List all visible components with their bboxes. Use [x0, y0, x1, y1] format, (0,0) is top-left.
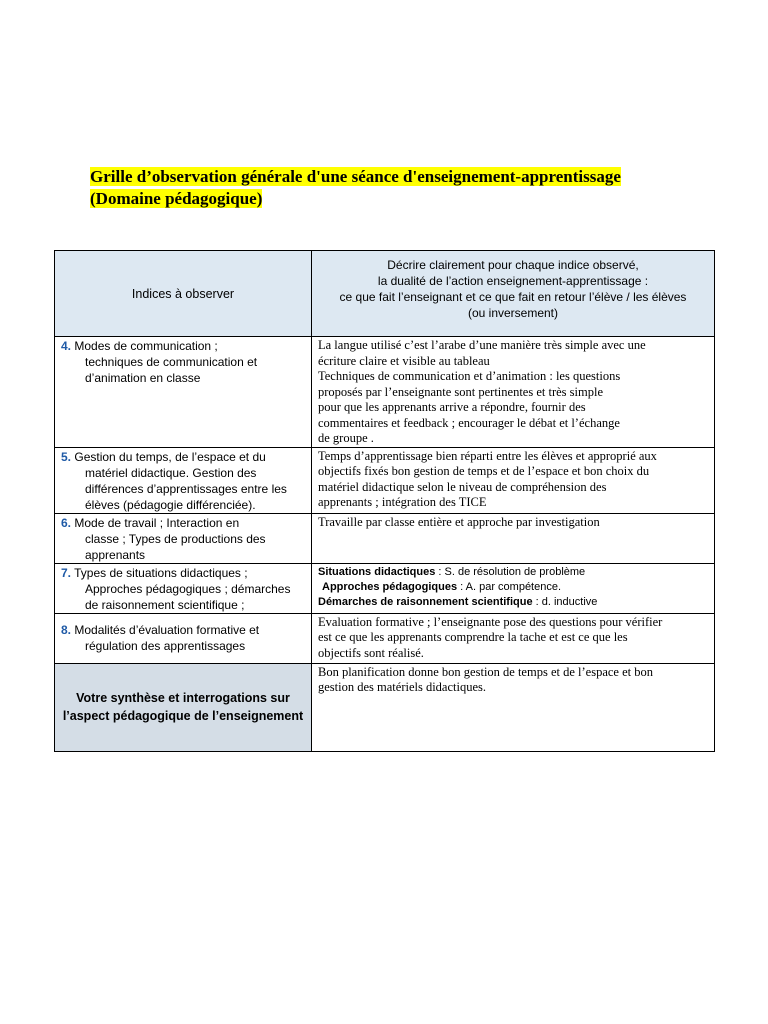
- title-line-1: Grille d’observation générale d'une séance d'enseignement-apprentissage: [90, 167, 621, 186]
- row-observation: [312, 337, 715, 448]
- observation-line: est ce que les apprenants comprendre la tache et est ce que les: [318, 630, 628, 644]
- row-observation: [312, 563, 715, 613]
- row-indicator-text: Mode de travail ; Interaction en: [74, 515, 240, 530]
- synthesis-label: Votre synthèse et interrogations sur l’aspect pédagogique de l’enseignement: [55, 663, 312, 751]
- observation-line: Evaluation formative ; l’enseignante pose des questions pour vérifier: [318, 614, 663, 629]
- row-observation: [312, 513, 715, 563]
- observation-line: pour que les apprenants arrive a répondre, fournir des: [318, 400, 586, 414]
- observation-line: apprenants ; intégration des TICE: [318, 495, 487, 509]
- observation-value: : d. inductive: [532, 595, 598, 608]
- header-description-line: Décrire clairement pour chaque indice observé,: [387, 258, 639, 272]
- table-row: [55, 563, 715, 613]
- synthesis-line: Bon planification donne bon gestion de temps et de l’espace et bon: [318, 664, 653, 679]
- header-description: [312, 251, 715, 337]
- observation-label: Situations didactiques: [318, 565, 436, 578]
- observation-line: écriture claire et visible au tableau: [318, 353, 490, 368]
- row-observation: [312, 447, 715, 513]
- observation-line: objectifs sont réalisé.: [318, 645, 424, 660]
- row-indicator: [55, 613, 312, 663]
- observation-line: matériel didactique selon le niveau de compréhension des: [318, 479, 607, 494]
- observation-value: : S. de résolution de problème: [435, 565, 586, 578]
- row-indicator-text: techniques de communication et d’animation en classe: [85, 355, 258, 385]
- observation-line: La langue utilisé c’est l’arabe d’une manière très simple avec une: [318, 338, 646, 352]
- row-indicator-text: matériel didactique. Gestion des différences d’apprentissages entre les élèves (pédagogie différenciée).: [85, 465, 287, 512]
- header-indices: Indices à observer: [55, 251, 312, 337]
- row-indicator-text: Modalités d’évaluation formative et: [74, 622, 260, 637]
- observation-line: objectifs fixés bon gestion de temps et de l’espace et bon choix du: [318, 464, 650, 478]
- row-indicator: [55, 447, 312, 513]
- synthesis-content: [312, 663, 715, 751]
- observation-line: Travaille par classe entière et approche par investigation: [318, 514, 600, 529]
- observation-line: Techniques de communication et d’animation : les questions: [318, 369, 621, 383]
- row-indicator-text: Modes de communication ;: [74, 339, 218, 353]
- table-row: [55, 447, 715, 513]
- title-line-2: (Domaine pédagogique): [90, 189, 263, 208]
- observation-value: : A. par compétence.: [457, 580, 562, 593]
- row-indicator: [55, 513, 312, 563]
- row-indicator: [55, 337, 312, 448]
- table-header-row: [55, 251, 715, 337]
- row-indicator-text: Gestion du temps, de l’espace et du: [74, 449, 266, 464]
- row-indicator: [55, 563, 312, 613]
- table-row: [55, 513, 715, 563]
- synthesis-row: [55, 663, 715, 751]
- row-number: 8.: [61, 622, 72, 637]
- row-indicator-text: régulation des apprentissages: [85, 638, 246, 653]
- observation-grid-table: [54, 250, 715, 752]
- row-number: 7.: [61, 565, 72, 580]
- row-number: 6.: [61, 515, 72, 530]
- row-indicator-text: Types de situations didactiques ;: [74, 565, 248, 580]
- row-indicator-text: Approches pédagogiques ; démarches de raisonnement scientifique ;: [85, 581, 291, 612]
- table-row: [55, 337, 715, 448]
- row-number: 4.: [61, 339, 72, 353]
- table-row: [55, 613, 715, 663]
- header-description-line: la dualité de l’action enseignement-apprentissage :: [377, 274, 649, 288]
- row-number: 5.: [61, 449, 72, 464]
- observation-line: commentaires et feedback ; encourager le débat et l’échange: [318, 415, 620, 430]
- header-description-line: ce que fait l’enseignant et ce que fait en retour l’élève / les élèves: [339, 290, 687, 304]
- observation-line: de groupe .: [318, 431, 374, 445]
- observation-line: proposés par l’enseignante sont pertinentes et très simple: [318, 384, 603, 399]
- row-observation: [312, 613, 715, 663]
- observation-label: Démarches de raisonnement scientifique: [318, 595, 533, 608]
- observation-line: Temps d’apprentissage bien réparti entre les élèves et approprié aux: [318, 448, 657, 463]
- document-title: [90, 166, 690, 210]
- row-indicator-text: classe ; Types de productions des apprenants: [85, 531, 266, 562]
- header-description-line: (ou inversement): [467, 306, 559, 320]
- synthesis-line: gestion des matériels didactiques.: [318, 680, 487, 694]
- observation-label: Approches pédagogiques: [322, 580, 458, 593]
